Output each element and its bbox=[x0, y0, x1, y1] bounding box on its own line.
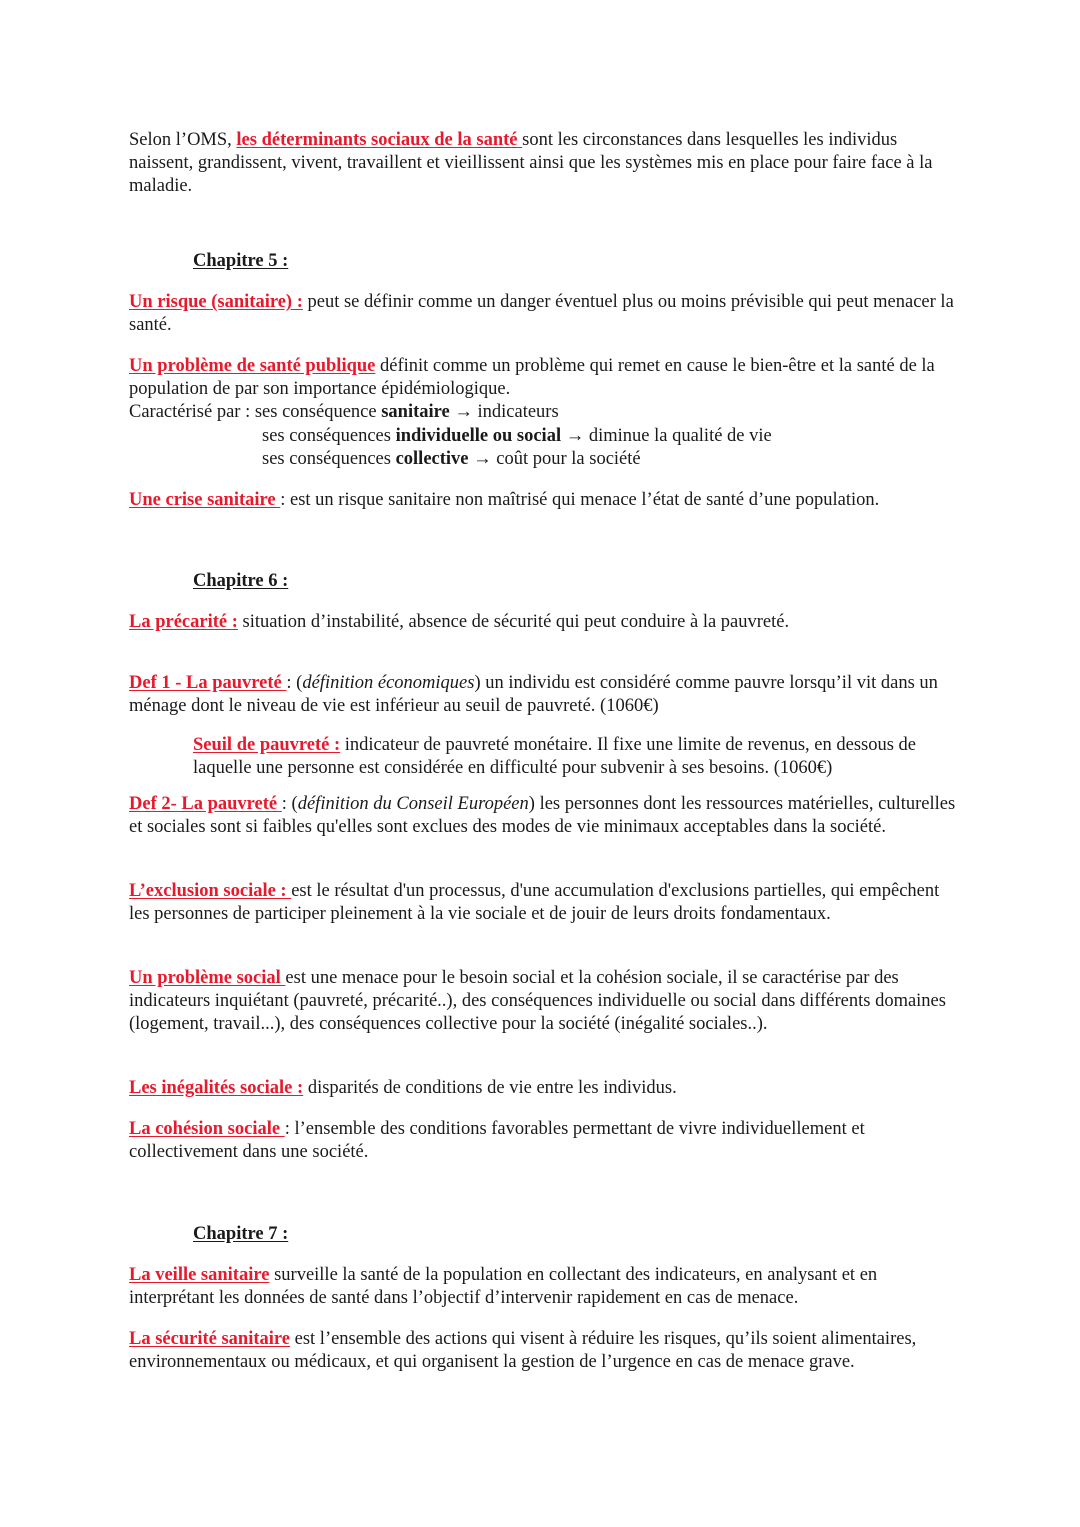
caracteristique-individuelle: ses conséquences individuelle ou social → diminue la qualité de vie bbox=[262, 425, 772, 446]
chapter-5-title: Chapitre 5 : bbox=[193, 251, 289, 271]
definition-pauvrete-2: Def 2- La pauvreté : (définition du Conseil Européen) les personnes dont les ressources matérielles, culturelles et sociales sont si faibles qu'elles sont exclues des modes de vie minimaux acceptables dans la société. bbox=[129, 794, 956, 838]
definition-cohesion-sociale: La cohésion sociale : l’ensemble des conditions favorables permettant de vivre individuellement et collectivement dans une société. bbox=[129, 1119, 865, 1163]
chapter-7-title: Chapitre 7 : bbox=[193, 1224, 289, 1244]
term-probleme-sante-publique: Un problème de santé publique bbox=[129, 356, 376, 376]
intro-paragraph bbox=[129, 129, 964, 199]
definition-seuil-pauvrete: Seuil de pauvreté : indicateur de pauvreté monétaire. Il fixe une limite de revenus, en dessous de laquelle une personne est considérée en difficulté pour subvenir à ses besoins. (1060€) bbox=[193, 735, 917, 779]
definition-pauvrete-1: Def 1 - La pauvreté : (définition économiques) un individu est considéré comme pauvre lorsqu’il vit dans un ménage dont le niveau de vie est inférieur au seuil de pauvreté. (1060€) bbox=[129, 673, 938, 717]
term-pauvrete-def1: Def 1 - La pauvreté bbox=[129, 673, 287, 693]
definition-securite-sanitaire: La sécurité sanitaire est l’ensemble des actions qui visent à réduire les risques, qu’ils soient alimentaires, environnementaux ou médicaux, et qui organisent la gestion de l’urgence en cas de menace grave. bbox=[129, 1329, 917, 1373]
caracteristique-sanitaire: Caractérisé par : ses conséquence sanitaire → indicateurs bbox=[129, 402, 559, 423]
definition-veille-sanitaire: La veille sanitaire surveille la santé de la population en collectant des indicateurs, en analysant et en interprétant les données de santé dans l’objectif d’intervenir rapidement en cas de menace. bbox=[129, 1265, 878, 1309]
term-securite-sanitaire: La sécurité sanitaire bbox=[129, 1329, 290, 1349]
term-crise-sanitaire: Une crise sanitaire bbox=[129, 490, 281, 510]
chapter-6-title: Chapitre 6 : bbox=[193, 571, 289, 591]
term-determinants-sociaux: les déterminants sociaux de la santé bbox=[236, 130, 523, 150]
definition-precarite: La précarité : situation d’instabilité, absence de sécurité qui peut conduire à la pauvreté. bbox=[129, 612, 790, 632]
term-risque-sanitaire: Un risque (sanitaire) : bbox=[129, 292, 303, 312]
definition-risque: Un risque (sanitaire) : peut se définir comme un danger éventuel plus ou moins prévisible qui peut menacer la santé. bbox=[129, 292, 954, 336]
term-cohesion-sociale: La cohésion sociale bbox=[129, 1119, 285, 1139]
definition-probleme-sante-publique: Un problème de santé publique définit comme un problème qui remet en cause le bien-être et la santé de la population de par son importance épidémiologique. Caractérisé par : ses conséquence sanitaire → indicateurs ses conséquences individuelle ou social → diminue la qualité de vie ses conséquences collective → coût pour la société bbox=[129, 355, 964, 471]
definition-inegalites-sociales: Les inégalités sociale : disparités de conditions de vie entre les individus. bbox=[129, 1078, 677, 1098]
term-veille-sanitaire: La veille sanitaire bbox=[129, 1265, 270, 1285]
term-pauvrete-def2: Def 2- La pauvreté bbox=[129, 794, 282, 814]
definition-crise-sanitaire: Une crise sanitaire : est un risque sanitaire non maîtrisé qui menace l’état de santé d’une population. bbox=[129, 490, 880, 510]
intro-prefix: Selon l’OMS, bbox=[129, 130, 237, 150]
term-probleme-social: Un problème social bbox=[129, 968, 286, 988]
term-inegalites-sociales: Les inégalités sociale : bbox=[129, 1078, 304, 1098]
term-precarite: La précarité : bbox=[129, 612, 238, 632]
caracteristique-collective: ses conséquences collective → coût pour la société bbox=[262, 448, 641, 469]
term-exclusion-sociale: L’exclusion sociale : bbox=[129, 881, 292, 901]
intro-definition: sont les circonstances dans lesquelles les individus naissent, grandissent, vivent, travaillent et vieillissent ainsi que les systèmes mis en place pour faire face à la maladie. bbox=[129, 130, 933, 197]
definition-exclusion-sociale: L’exclusion sociale : est le résultat d'un processus, d'une accumulation d'exclusions partielles, qui empêchent les personnes de participer pleinement à la vie sociale et de jouir de leurs droits fondamentaux. bbox=[129, 881, 940, 925]
term-seuil-pauvrete: Seuil de pauvreté : bbox=[193, 735, 341, 755]
definition-probleme-social: Un problème social est une menace pour le besoin social et la cohésion sociale, il se caractérise par des indicateurs inquiétant (pauvreté, précarité..), des conséquences individuelle ou social dans différents domaines (logement, travail...), des conséquences collective pour la société (inégalité sociales..). bbox=[129, 968, 946, 1035]
